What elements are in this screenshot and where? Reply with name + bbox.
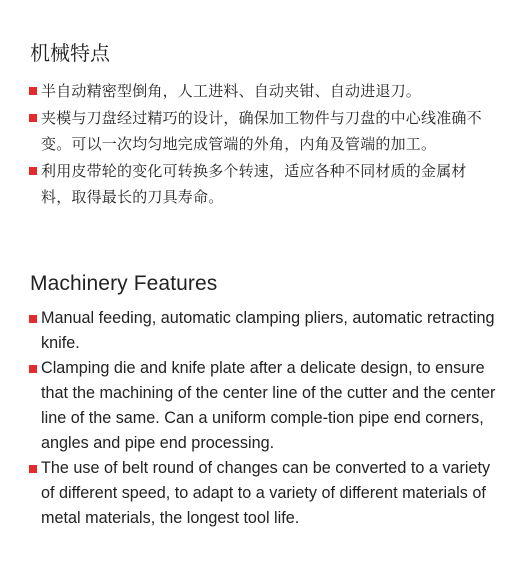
square-bullet-icon <box>29 114 37 122</box>
section-heading-english: Machinery Features <box>30 272 218 295</box>
list-item <box>0 105 519 157</box>
list-item <box>0 356 519 456</box>
features-list-english <box>0 306 519 531</box>
list-item <box>0 158 519 210</box>
square-bullet-icon <box>29 465 37 473</box>
list-item-text: 半自动精密型倒角，人工进料、自动夹钳、自动进退刀。 <box>41 82 422 100</box>
section-heading-chinese: 机械特点 <box>30 41 110 65</box>
list-item-text: Clamping die and knife plate after a delicate design, to ensure that the machining of the center line of the cutter and the center line of the same. Can a uniform comple-tion pipe end corners, angles and pipe end processing. <box>41 359 496 452</box>
square-bullet-icon <box>29 87 37 95</box>
list-item <box>0 456 519 531</box>
list-item <box>0 78 519 104</box>
features-list-chinese <box>0 78 519 211</box>
list-item-text: 利用皮带轮的变化可转换多个转速，适应各种不同材质的金属材料，取得最长的刀具寿命。 <box>41 162 467 206</box>
list-item <box>0 306 519 356</box>
list-item-text: The use of belt round of changes can be converted to a variety of different speed, to adapt to a variety of different materials of metal materials, the longest tool life. <box>41 459 491 527</box>
list-item-text: Manual feeding, automatic clamping pliers, automatic retracting knife. <box>41 309 495 352</box>
square-bullet-icon <box>29 365 37 373</box>
square-bullet-icon <box>29 315 37 323</box>
square-bullet-icon <box>29 167 37 175</box>
list-item-text: 夹模与刀盘经过精巧的设计，确保加工物件与刀盘的中心线准确不变。可以一次均匀地完成管端的外角，内角及管端的加工。 <box>41 109 482 153</box>
